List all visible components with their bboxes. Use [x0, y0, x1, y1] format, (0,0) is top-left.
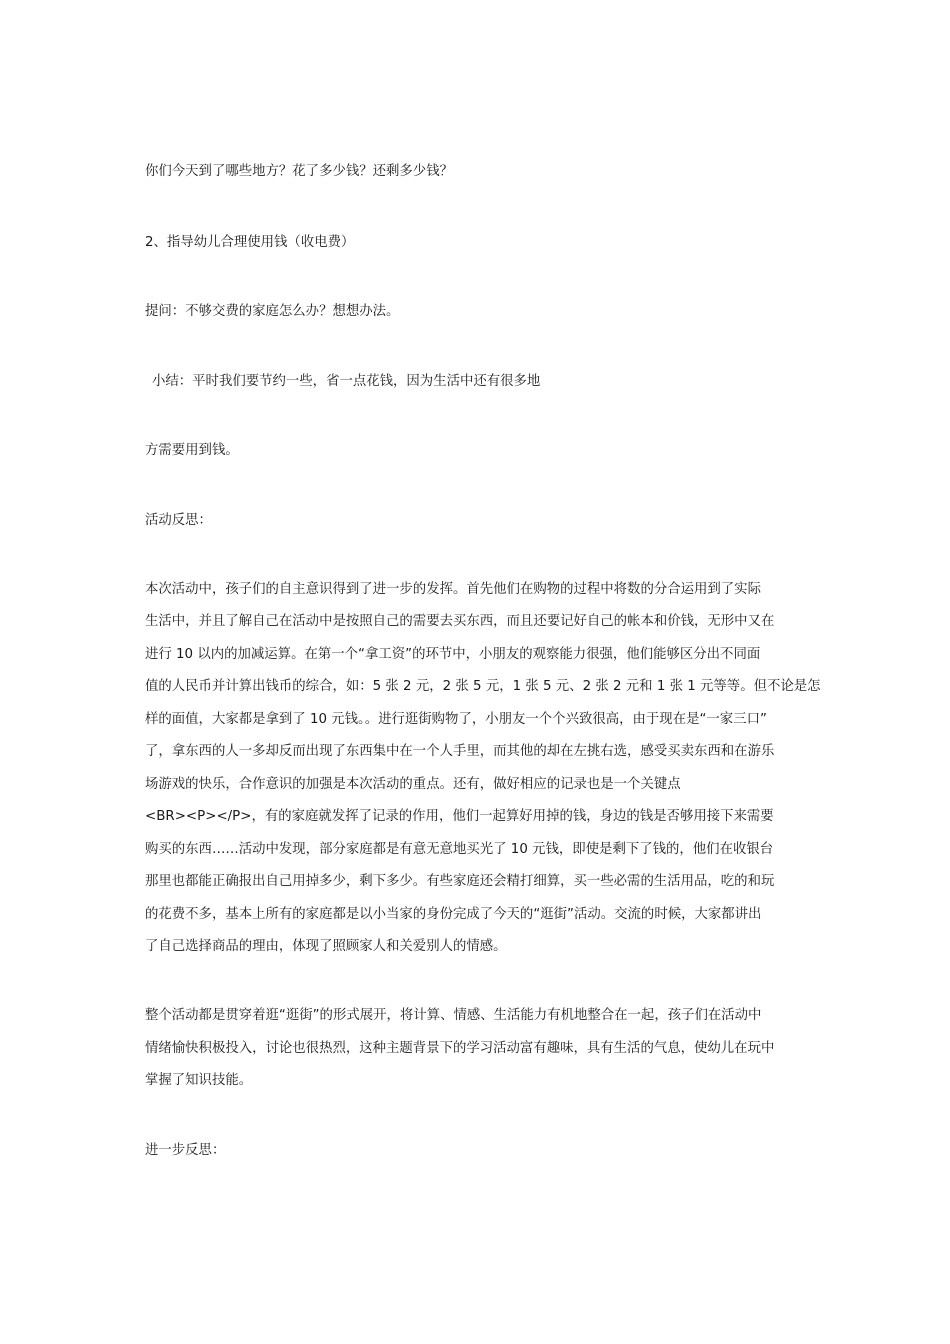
reflection-line: 本次活动中，孩子们的自主意识得到了进一步的发挥。首先他们在购物的过程中将数的分合运用到了实际	[145, 582, 761, 597]
summary-paragraph-line: 整个活动都是贯穿着逛“逛街”的形式展开，将计算、情感、生活能力有机地整合在一起，孩子们在活动中	[145, 1008, 762, 1023]
summary-paragraph-line: 情绪愉快积极投入，讨论也很热烈，这种主题背景下的学习活动富有趣味，具有生活的气息，使幼儿在玩中	[145, 1041, 775, 1056]
summary-paragraph-line: 掌握了知识技能。	[145, 1073, 253, 1088]
reflection-line: 了自己选择商品的理由，体现了照顾家人和关爱别人的情感。	[145, 939, 507, 954]
reflection-line: 样的面值，大家都是拿到了 10 元钱。。进行逛街购物了，小朋友一个个兴致很高，由于现在是“一家三口”	[145, 712, 767, 727]
reflection-line: 生活中，并且了解自己在活动中是按照自己的需要去买东西，而且还要记好自己的帐本和价钱，无形中又在	[145, 614, 775, 629]
section-heading-2: 2、指导幼儿合理使用钱（收电费）	[145, 235, 355, 250]
reflection-line: 的花费不多，基本上所有的家庭都是以小当家的身份完成了今天的“逛街”活动。交流的时候，大家都讲出	[145, 907, 762, 922]
question-line: 你们今天到了哪些地方？花了多少钱？还剩多少钱？	[145, 164, 453, 179]
summary-line-2: 方需要用到钱。	[145, 443, 239, 458]
summary-line-1: 小结：平时我们要节约一些，省一点花钱，因为生活中还有很多地	[152, 374, 541, 389]
reflection-line: 值的人民币并计算出钱币的综合，如：5 张 2 元，2 张 5 元，1 张 5 元、2 张 2 元和 1 张 1 元等等。但不论是怎	[145, 679, 821, 694]
question-prompt: 提问：不够交费的家庭怎么办？想想办法。	[145, 304, 400, 319]
reflection-line: 那里也都能正确报出自己用掉多少，剩下多少。有些家庭还会精打细算，买一些必需的生活用品，吃的和玩	[145, 874, 775, 889]
reflection-line: 购买的东西……活动中发现，部分家庭都是有意无意地买光了 10 元钱，即使是剩下了钱的，他们在收银台	[145, 842, 774, 857]
reflection-line: <BR><P></P>，有的家庭就发挥了记录的作用，他们一起算好用掉的钱，身边的钱是否够用接下来需要	[145, 809, 774, 824]
further-reflection-heading: 进一步反思：	[145, 1143, 226, 1158]
reflection-line: 了，拿东西的人一多却反而出现了东西集中在一个人手里，而其他的却在左挑右选，感受买卖东西和在游乐	[145, 744, 775, 759]
reflection-line: 场游戏的快乐，合作意识的加强是本次活动的重点。还有，做好相应的记录也是一个关键点	[145, 777, 681, 792]
reflection-line: 进行 10 以内的加减运算。在第一个“拿工资”的环节中，小朋友的观察能力很强，他们能够区分出不同面	[145, 647, 761, 662]
reflection-heading: 活动反思：	[145, 513, 212, 528]
